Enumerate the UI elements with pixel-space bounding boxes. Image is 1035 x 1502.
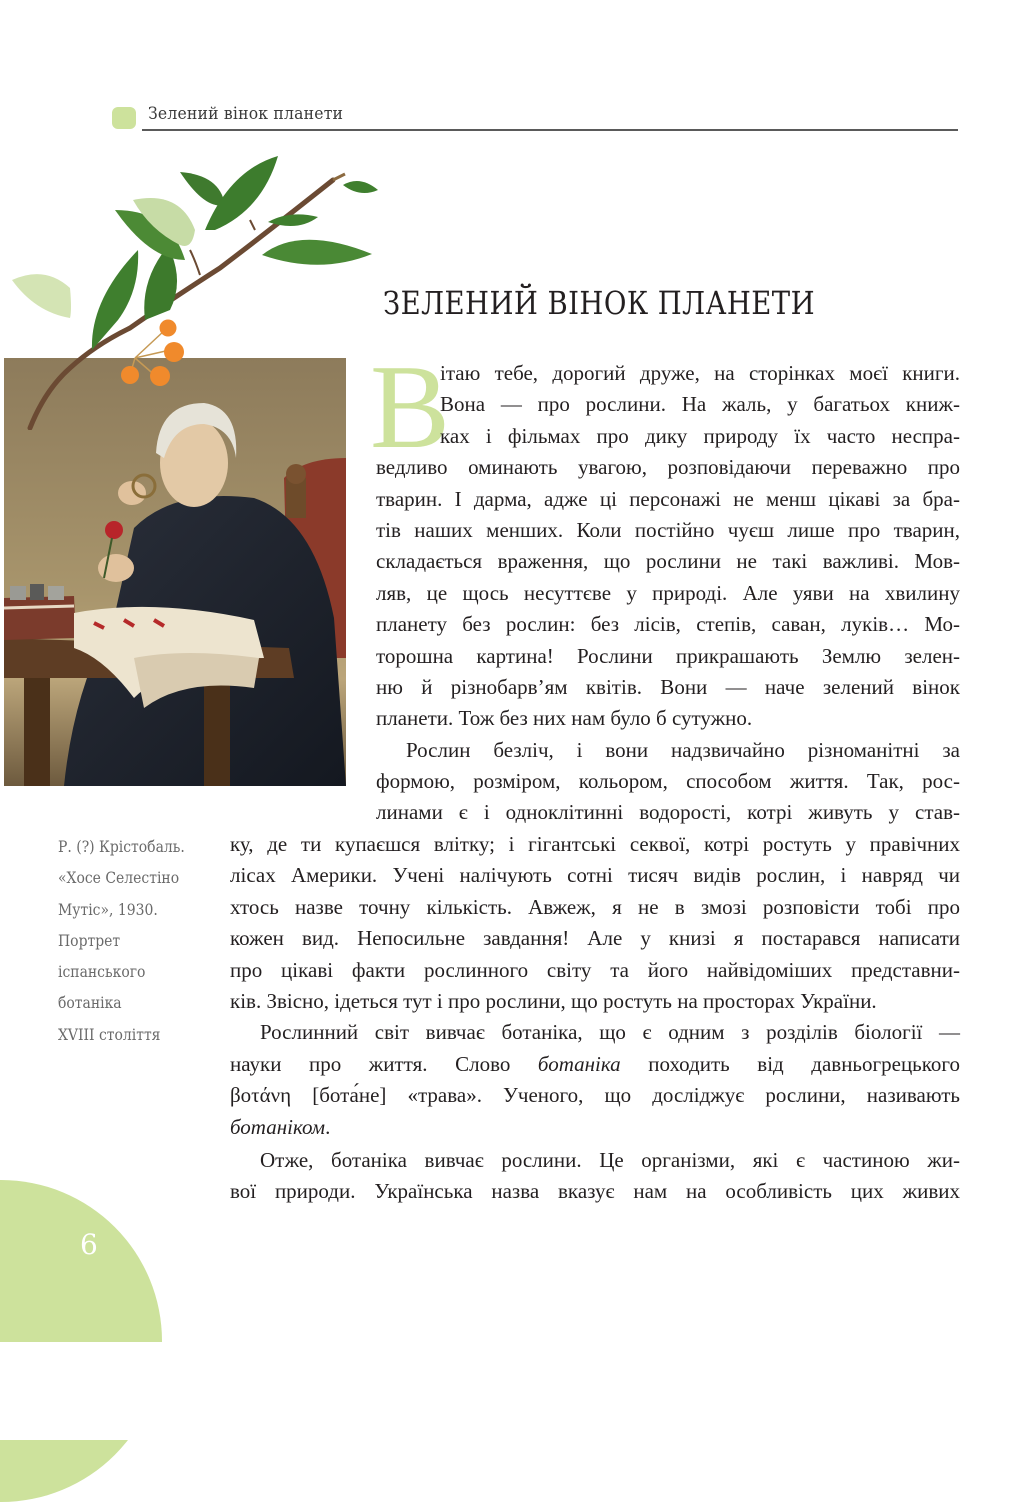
body-line: Отже, ботаніка вивчає рослини. Це організми, які є частиною жи- [260,1147,960,1172]
body-line: лісах Америки. Учені налічують сотні тисяч видів рослин, і навряд чи [230,863,960,888]
caption-line: XVIII століття [58,1025,161,1044]
chapter-title: ЗЕЛЕНИЙ ВІНОК ПЛАНЕТИ [383,284,816,322]
body-line: кожен вид. Непосильне завдання! Але у книзі я постарався написати [230,926,960,951]
body-line: ведливо оминають увагою, розповідаючи переважно про [376,455,960,480]
body-line [230,1112,960,1143]
body-line: линами є і одноклітинні водорості, котрі живуть у став- [376,800,960,825]
body-line: Рослинний світ вивчає ботаніка, що є одним з розділів біології — [260,1020,960,1045]
cherry-branch-illustration-icon [0,150,400,430]
caption-line: Портрет [58,931,121,950]
caption-line: «Хосе Селестіно [58,869,180,888]
text-run: науки про життя. Слово [230,1051,538,1076]
page-number: 6 [80,1228,98,1261]
body-line: ку, де ти купаєшся влітку; і гігантські секвої, котрі ростуть у правічних [230,832,960,856]
drop-cap: В [370,340,451,473]
body-line: ляв, це щось несуттєве у природі. Але уяви на хвилину [376,580,960,605]
body-line: тів наших менших. Коли постійно чуєш лише про тварин, [376,517,960,542]
body-line: складається враження, що рослини не такі важливі. Мов- [376,549,960,574]
body-line: ків. Звісно, ідеться тут і про рослини, що ростуть на просторах України. [230,988,877,1013]
body-paragraph-2 [230,829,960,1208]
caption-line: Мутіс», 1930. [58,900,158,919]
body-line: Рослин безліч, і вони надзвичайно різноманітні за [406,737,960,762]
figure-caption [58,832,199,1051]
body-line: планети. Тож без них нам було б сутужно. [376,706,753,731]
body-line: тварин. І дарма, адже ці персонажі не менш цікаві за бра- [376,486,960,511]
body-line: хтось назве точну кількість. Авжеж, я не в змозі розповісти тобі про [230,894,960,919]
body-paragraph-1 [376,452,960,829]
term-botanika: ботаніка [537,1051,621,1076]
body-line: торошна картина! Рослини прикрашають Землю зелен- [376,643,960,668]
body-line [230,1049,960,1080]
running-title: Зелений вінок планети [148,104,344,124]
text-run: . [325,1114,331,1139]
caption-line: Р. (?) Крістобаль. [58,838,185,856]
body-line: ітаю тебе, дорогий друже, на сторінках моєї книги. [440,361,960,385]
body-paragraph-1-dropcap-lines [440,358,960,452]
body-line: ню й різнобарв’ям квітів. Вони — наче зелений вінок [376,674,960,699]
body-line: формою, розміром, кольором, способом життя. Так, рос- [376,769,960,794]
caption-line: ботаніка [58,994,122,1013]
text-run: походить від давньогрецького [620,1051,960,1076]
page-bottom-margin [0,1342,1035,1440]
body-line: про цікаві факти рослинного світу та його найвідоміших представни- [230,957,960,982]
term-botanikom: ботаніком [230,1114,326,1139]
header-rule [142,129,958,131]
body-line: планету без рослин: без лісів, степів, саван, луків… Мо- [376,612,960,637]
body-line: ках і фільмах про дику природу їх часто неспра- [440,423,960,448]
body-line: вої природи. Українська назва вказує нам на особливість цих живих [230,1179,960,1204]
body-line: Вона — про рослини. На жаль, у багатьох книж- [440,392,960,417]
running-header [112,104,958,132]
header-marker-icon [112,107,136,129]
body-line: βοτάνη [бота́не] «трава». Ученого, що досліджує рослини, називають [230,1083,960,1108]
caption-line: іспанського [58,963,146,982]
